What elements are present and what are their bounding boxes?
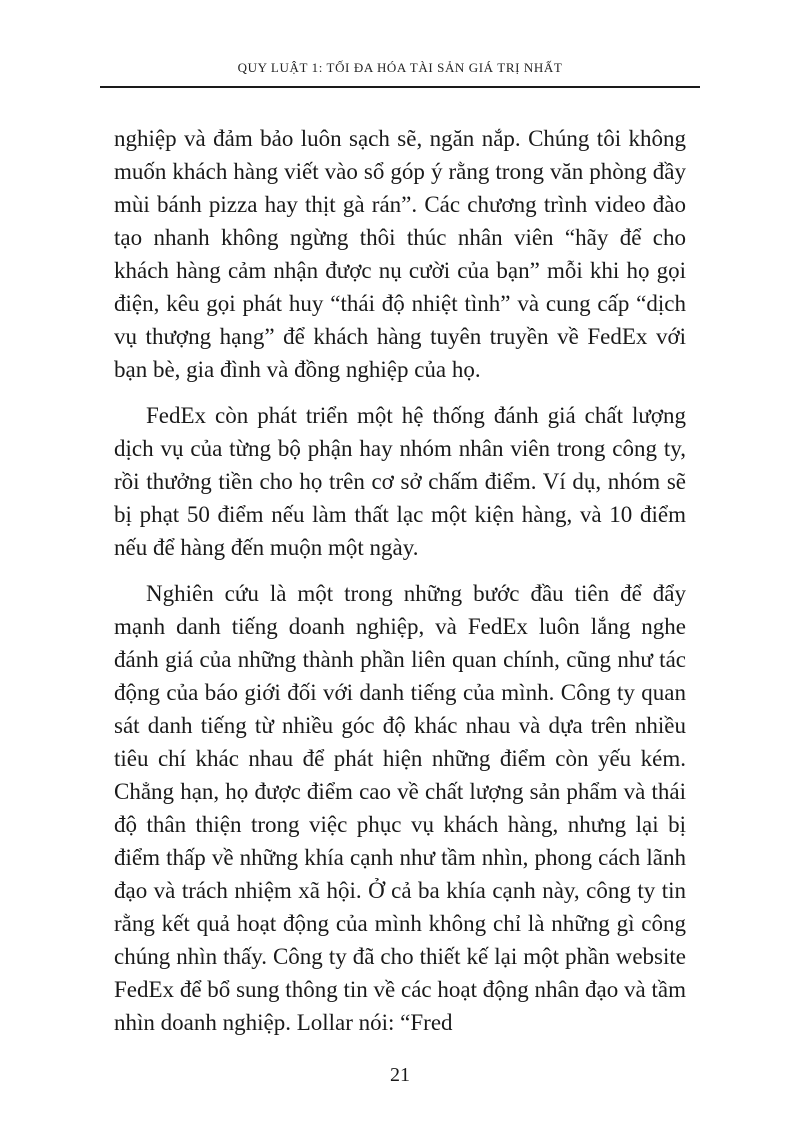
running-header-title: QUY LUẬT 1: TỐI ĐA HÓA TÀI SẢN GIÁ TRỊ NHẤT: [237, 60, 563, 75]
paragraph-3: Nghiên cứu là một trong những bước đầu tiên để đẩy mạnh danh tiếng doanh nghiệp, và FedEx luôn lắng nghe đánh giá của những thành phần liên quan chính, cũng như tác động của báo giới đối với danh tiếng của mình. Công ty quan sát danh tiếng từ nhiều góc độ khác nhau và dựa trên nhiều tiêu chí khác nhau để phát hiện những điểm còn yếu kém. Chẳng hạn, họ được điểm cao về chất lượng sản phẩm và thái độ thân thiện trong việc phục vụ khách hàng, nhưng lại bị điểm thấp về những khía cạnh như tầm nhìn, phong cách lãnh đạo và trách nhiệm xã hội. Ở cả ba khía cạnh này, công ty tin rằng kết quả hoạt động của mình không chỉ là những gì công chúng nhìn thấy. Công ty đã cho thiết kế lại một phần website FedEx để bổ sung thông tin về các hoạt động nhân đạo và tầm nhìn doanh nghiệp. Lollar nói: “Fred: [114, 581, 686, 1035]
paragraph-2: FedEx còn phát triển một hệ thống đánh giá chất lượng dịch vụ của từng bộ phận hay nhóm nhân viên trong công ty, rồi thưởng tiền cho họ trên cơ sở chấm điểm. Ví dụ, nhóm sẽ bị phạt 50 điểm nếu làm thất lạc một kiện hàng, và 10 điểm nếu để hàng đến muộn một ngày.: [114, 403, 686, 560]
header-divider: [100, 86, 700, 88]
page-number: 21: [390, 1064, 410, 1086]
paragraph-1: nghiệp và đảm bảo luôn sạch sẽ, ngăn nắp. Chúng tôi không muốn khách hàng viết vào sổ góp ý rằng trong văn phòng đầy mùi bánh pizza hay thịt gà rán”. Các chương trình video đào tạo nhanh không ngừng thôi thúc nhân viên “hãy để cho khách hàng cảm nhận được nụ cười của bạn” mỗi khi họ gọi điện, kêu gọi phát huy “thái độ nhiệt tình” và cung cấp “dịch vụ thượng hạng” để khách hàng tuyên truyền về FedEx với bạn bè, gia đình và đồng nghiệp của họ.: [114, 126, 686, 382]
body-text: [114, 122, 686, 1039]
